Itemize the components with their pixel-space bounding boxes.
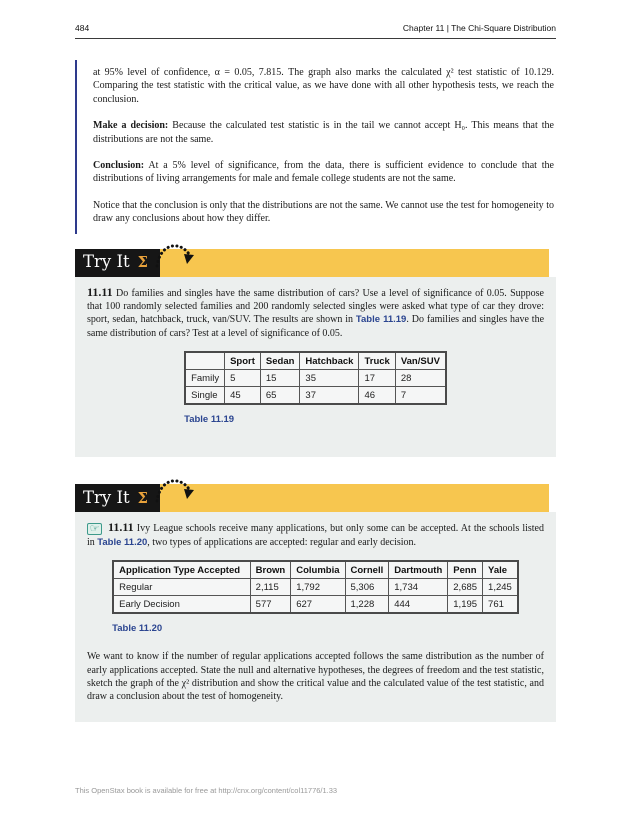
try-it-label: Try It: [83, 252, 130, 272]
table-11-19-wrap: [184, 351, 447, 425]
table-header-cell: Sport: [225, 352, 261, 370]
sigma-icon: Σ: [137, 489, 148, 507]
try-it-banner-2: [75, 484, 556, 512]
table-cell: 37: [300, 387, 359, 405]
table-cell: 1,734: [389, 579, 448, 596]
dotted-arrow-icon: [153, 238, 199, 276]
example-continuation-block: [75, 60, 556, 234]
sigma-icon: Σ: [137, 254, 148, 272]
table-header-cell: Application Type Accepted: [113, 561, 250, 579]
try-it-yellow-bar: [160, 249, 549, 277]
table-cell: 15: [260, 370, 300, 387]
table-11-19-caption: Table 11.19: [184, 414, 235, 426]
page-footer: This OpenStax book is available for free at http://cnx.org/content/col11776/1.33: [75, 786, 338, 795]
paragraph-notice: [93, 199, 554, 226]
exercise-11-11-families: [87, 286, 544, 341]
table-header-cell: Sedan: [260, 352, 300, 370]
table-cell: 28: [395, 370, 446, 387]
running-header: [75, 0, 556, 39]
table-cell: 65: [260, 387, 300, 405]
table-11-20-wrap: [112, 560, 519, 634]
table-row: [185, 370, 446, 387]
table-cell: 5: [225, 370, 261, 387]
try-it-tab: [75, 249, 160, 277]
try-it-box-1: [75, 277, 556, 458]
table-cell: 444: [389, 596, 448, 614]
paragraph-confidence: [93, 66, 554, 106]
table-header-cell: Van/SUV: [395, 352, 446, 370]
table-header-cell: Dartmouth: [389, 561, 448, 579]
paragraph-text: We want to know if the number of regular applications accepted follows the same distribution as the number of early applications accepted. State the null and alternative hypotheses, the degrees of freedom and the test statistic, sketch the graph of the χ² distribution and show the critical value and the calculated value of the test statistic, and draw a conclusion about the test of homogeneity.: [87, 651, 544, 703]
table-cell: 7: [395, 387, 446, 405]
make-decision-label: Make a decision:: [93, 120, 169, 132]
table-header-cell: Columbia: [291, 561, 345, 579]
exercise-number: 11.11: [87, 284, 113, 299]
table-cell: 1,792: [291, 579, 345, 596]
paragraph-text: At a 5% level of significance, from the data, there is sufficient evidence to conclude that the distributions of living arrangements for male and female college students are not the same.: [93, 160, 554, 185]
table-cell: 1,195: [448, 596, 483, 614]
exercise-text: . Do families and singles have the same distribution of cars? Test at a level of significance of 0.05.: [87, 314, 545, 339]
table-11-20-link[interactable]: Table 11.20: [97, 536, 148, 548]
table-cell: Family: [185, 370, 224, 387]
table-cell: 627: [291, 596, 345, 614]
exercise-text: Ivy League schools receive many applications, but only some can be accepted. At the schools listed in: [87, 523, 544, 548]
table-cell: 761: [483, 596, 518, 614]
table-header-row: [113, 561, 518, 579]
table-header-cell: Penn: [448, 561, 483, 579]
table-11-19: [184, 351, 447, 405]
chapter-title: Chapter 11 | The Chi-Square Distribution: [402, 23, 556, 33]
page-number: 484: [75, 23, 90, 33]
exercise-text: , two types of applications are accepted: regular and early decision.: [147, 536, 417, 548]
table-header-cell: Brown: [250, 561, 291, 579]
table-cell: 2,685: [448, 579, 483, 596]
table-header-cell: [185, 352, 224, 370]
table-11-20: [112, 560, 519, 614]
try-it-yellow-bar: [160, 484, 549, 512]
pointing-hand-icon: ☞: [87, 523, 102, 535]
table-cell: 46: [359, 387, 395, 405]
table-cell: 17: [359, 370, 395, 387]
table-cell: 5,306: [345, 579, 389, 596]
table-cell: 35: [300, 370, 359, 387]
table-cell: 1,228: [345, 596, 389, 614]
table-cell: 577: [250, 596, 291, 614]
exercise-11-11-ivy-league: [87, 521, 544, 549]
paragraph-conclusion: [93, 159, 554, 186]
paragraph-text: Because the calculated test statistic is in the tail we cannot accept H₀. This means that the distributions are not the same.: [93, 120, 554, 145]
table-header-cell: Yale: [483, 561, 518, 579]
try-it-label: Try It: [83, 487, 130, 507]
page-content: [75, 0, 556, 722]
conclusion-label: Conclusion:: [93, 160, 145, 172]
table-row: [185, 387, 446, 405]
table-cell: Regular: [113, 579, 250, 596]
paragraph-make-decision: [93, 119, 554, 146]
table-cell: Single: [185, 387, 224, 405]
paragraph-text: Notice that the conclusion is only that the distributions are not the same. We cannot use the test for homogeneity to draw any conclusions about how they differ.: [93, 199, 554, 225]
table-cell: 45: [225, 387, 261, 405]
table-cell: Early Decision: [113, 596, 250, 614]
paragraph-text: at 95% level of confidence, α = 0.05, 7.815. The graph also marks the calculated χ² test statistic of 10.129. Comparing the test statistic with the critical value, as we have done with all other hypothesis tests, we reach the conclusion.: [93, 67, 554, 105]
table-header-cell: Hatchback: [300, 352, 359, 370]
table-header-cell: Cornell: [345, 561, 389, 579]
table-row: [113, 579, 518, 596]
try-it-banner-1: [75, 249, 556, 277]
table-11-19-link[interactable]: Table 11.19: [355, 314, 407, 326]
dotted-arrow-icon: [153, 473, 199, 511]
table-header-row: [185, 352, 446, 370]
exercise-text: Do families and singles have the same distribution of cars? Use a level of significance of 0.05. Suppose that 100 randomly selected families and 200 randomly selected singles were asked what type of car they drove: sport, sedan, hatchback, truck, van/SUV. The results are shown in: [87, 287, 544, 326]
try-it-tab: [75, 484, 160, 512]
table-cell: 1,245: [483, 579, 518, 596]
try-it-box-2: [75, 512, 556, 721]
table-row: [113, 596, 518, 614]
closing-paragraph: [87, 650, 544, 704]
table-11-20-caption: Table 11.20: [112, 623, 163, 635]
table-header-cell: Truck: [359, 352, 395, 370]
table-cell: 2,115: [250, 579, 291, 596]
exercise-number: 11.11: [108, 520, 134, 535]
